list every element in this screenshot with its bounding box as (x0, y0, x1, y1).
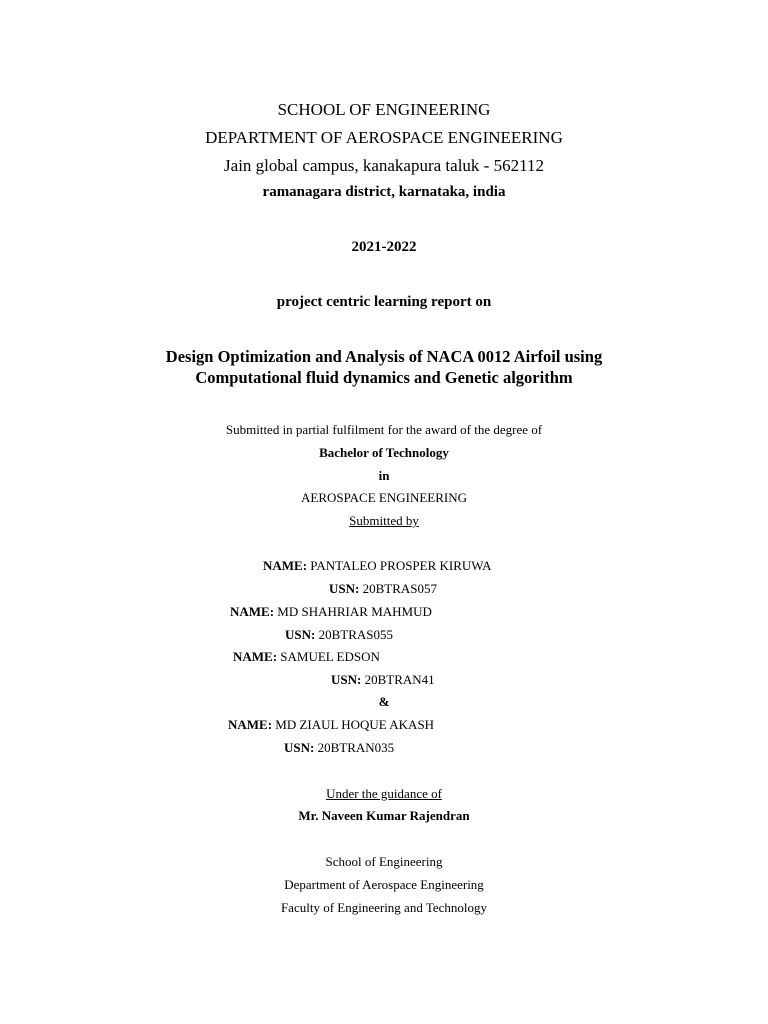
ampersand: & (378, 694, 390, 709)
member-usn: 20BTRAN035 (317, 740, 395, 755)
usn-label: USN: (329, 581, 360, 596)
member-usn: 20BTRAS055 (318, 627, 393, 642)
degree-branch: AEROSPACE ENGINEERING (301, 490, 467, 505)
footer-faculty: Faculty of Engineering and Technology (280, 900, 488, 915)
member-name: PANTALEO PROSPER KIRUWA (310, 558, 492, 573)
degree-name: Bachelor of Technology (319, 445, 449, 460)
member-3-name-row (233, 650, 380, 663)
guide-name: Mr. Naveen Kumar Rajendran (298, 808, 470, 823)
name-label: NAME: (233, 649, 278, 664)
member-name: SAMUEL EDSON (280, 649, 380, 664)
name-label: NAME: (230, 604, 275, 619)
member-name: MD ZIAUL HOQUE AKASH (275, 717, 435, 732)
member-4-usn-row (284, 741, 394, 754)
report-title-line-1: Design Optimization and Analysis of NACA 0012 Airfoil using (165, 347, 603, 366)
member-3-usn-row (331, 673, 435, 686)
report-title-line-2: Computational fluid dynamics and Genetic algorithm (195, 368, 573, 387)
school-heading: SCHOOL OF ENGINEERING (277, 100, 491, 119)
member-1-name-row (263, 559, 492, 572)
member-name: MD SHAHRIAR MAHMUD (277, 604, 432, 619)
usn-label: USN: (285, 627, 316, 642)
usn-label: USN: (284, 740, 315, 755)
name-label: NAME: (263, 558, 308, 573)
submitted-by-label: Submitted by (349, 513, 419, 528)
guidance-label: Under the guidance of (326, 786, 442, 801)
member-usn: 20BTRAN41 (364, 672, 435, 687)
member-1-usn-row (329, 582, 437, 595)
footer-school: School of Engineering (325, 854, 443, 869)
campus-address: Jain global campus, kanakapura taluk - 562112 (224, 156, 544, 175)
member-usn: 20BTRAS057 (362, 581, 437, 596)
department-heading: DEPARTMENT OF AEROSPACE ENGINEERING (205, 128, 563, 147)
submission-text: Submitted in partial fulfilment for the award of the degree of (225, 422, 543, 437)
usn-label: USN: (331, 672, 362, 687)
name-label: NAME: (228, 717, 273, 732)
member-2-name-row (230, 605, 432, 618)
academic-year: 2021-2022 (351, 239, 417, 255)
member-2-usn-row (285, 628, 393, 641)
district-address: ramanagara district, karnataka, india (262, 184, 506, 200)
report-label: project centric learning report on (276, 294, 492, 310)
footer-department: Department of Aerospace Engineering (284, 877, 484, 892)
degree-in: in (378, 468, 390, 483)
member-4-name-row (228, 718, 434, 731)
